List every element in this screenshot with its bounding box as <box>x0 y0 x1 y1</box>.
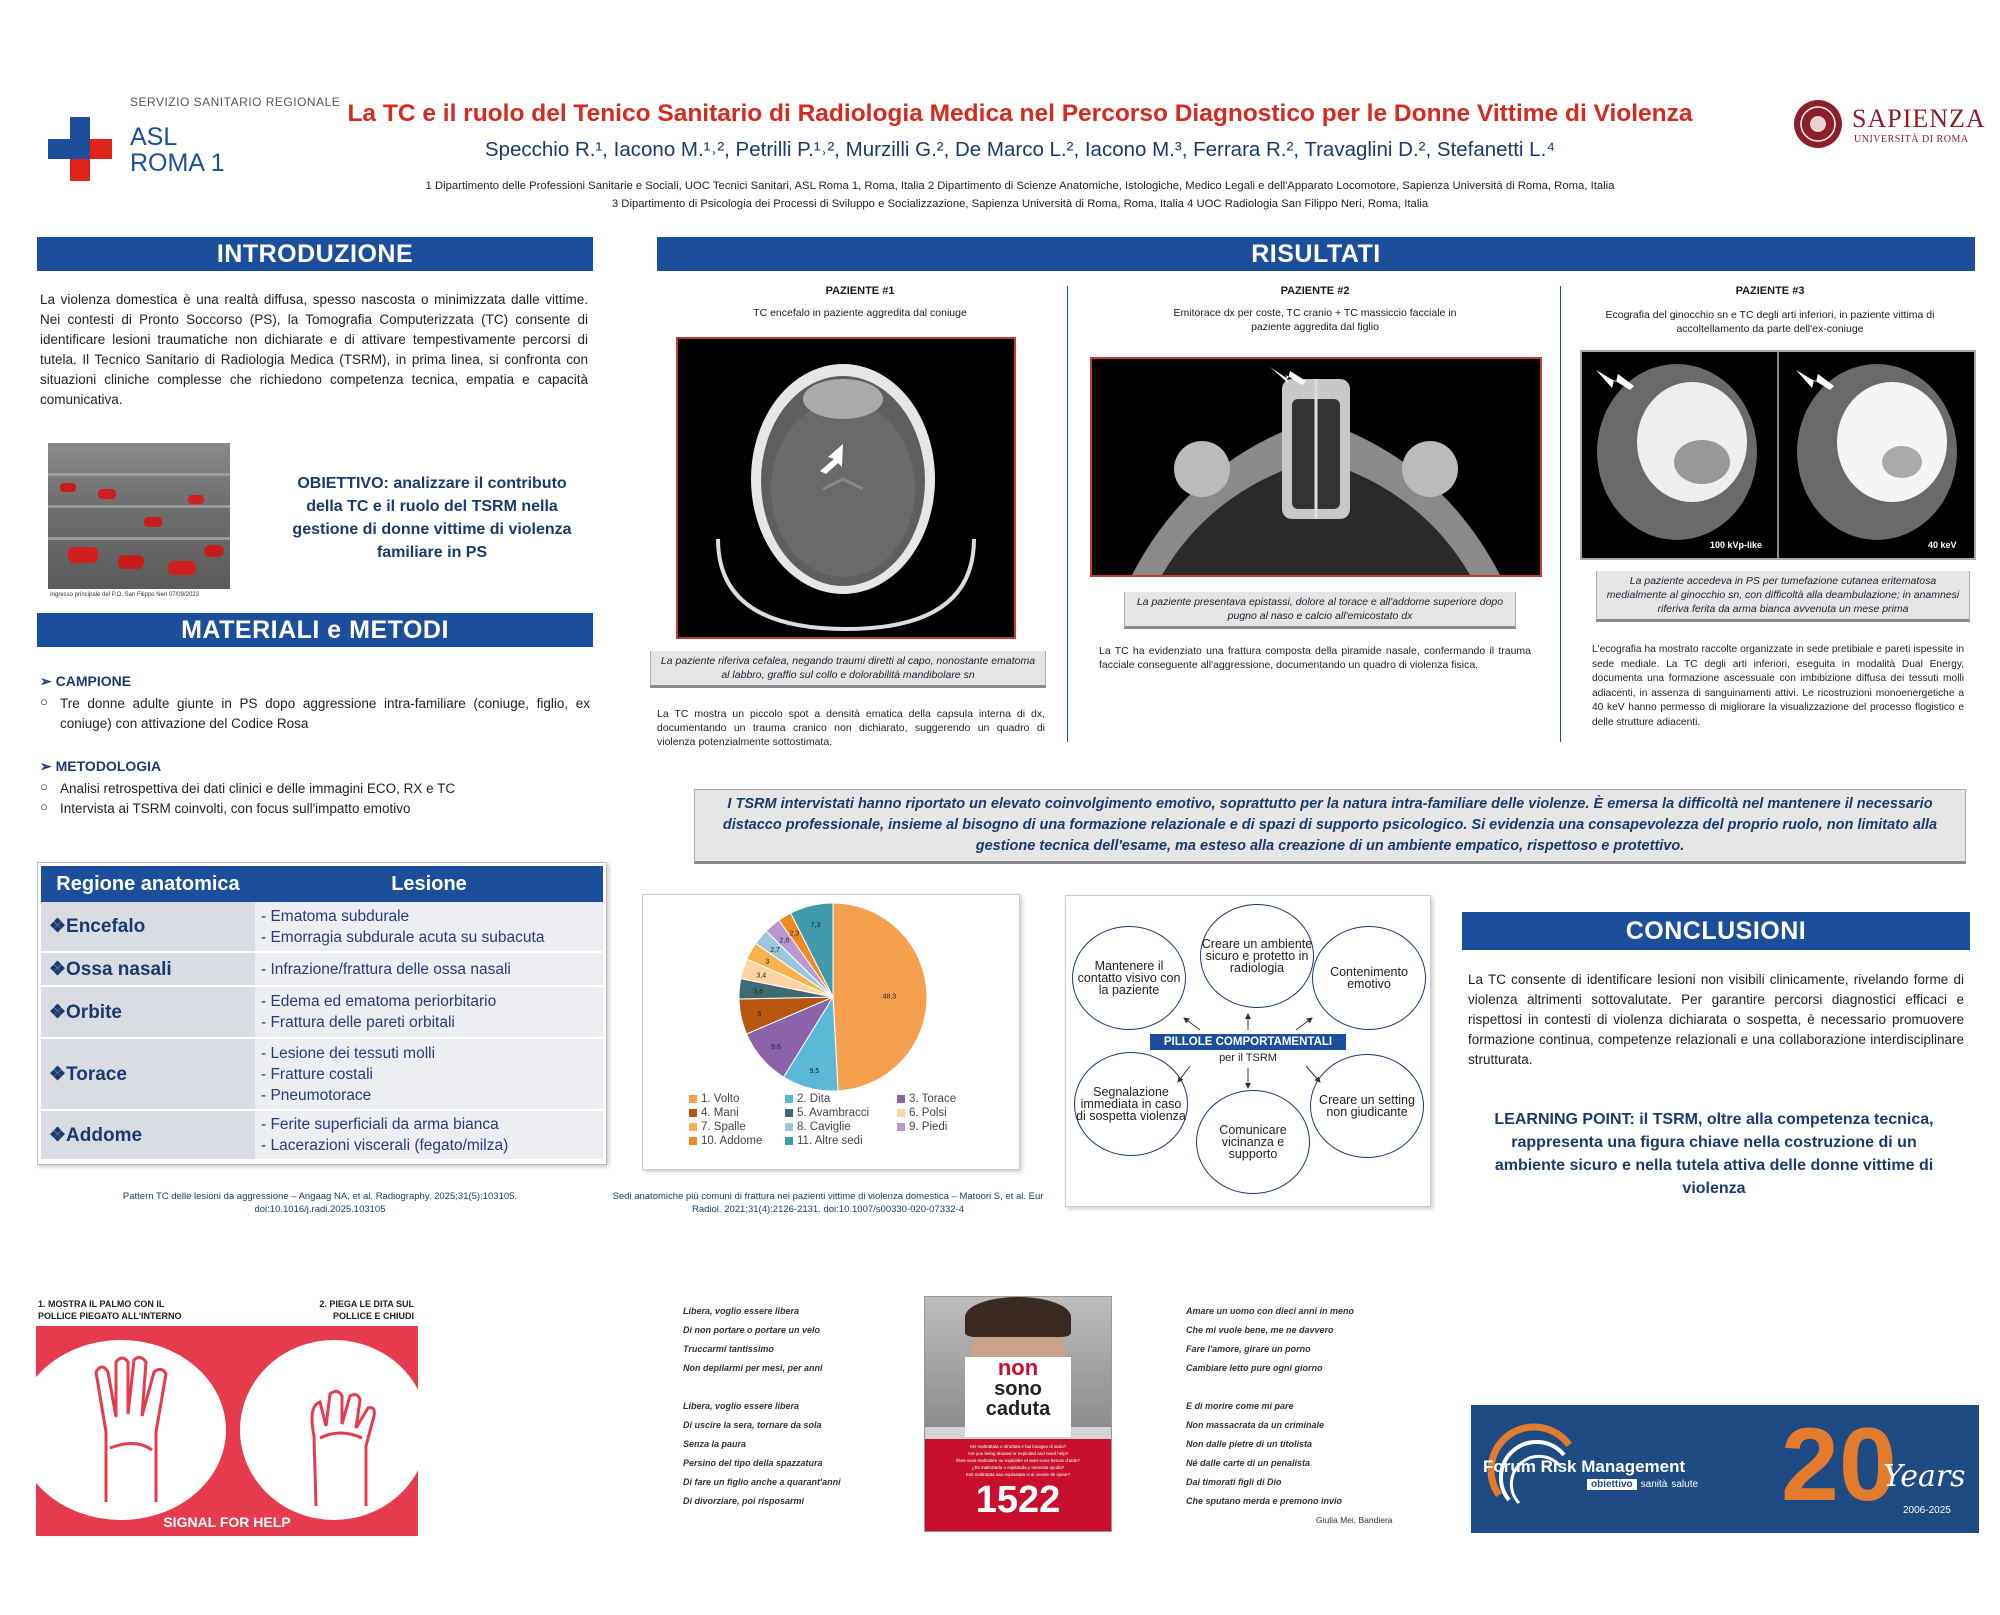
pie-data-label: 7,3 <box>810 921 821 929</box>
legend-item: 11. Altre sedi <box>785 1135 897 1147</box>
sample-title: CAMPIONE <box>55 673 132 689</box>
table-reference: Pattern TC delle lesioni da aggressione – Angaag NA, et al. Radiography. 2025;31(5):103105. doi:10.1016/j.radi.2025.103105 <box>122 1191 518 1215</box>
poem-line: Cambiare letto pure ogni giorno <box>1186 1363 1323 1373</box>
legend-item: 2. Dita <box>785 1093 897 1105</box>
poem-line: E di morire come mi pare <box>1186 1401 1294 1411</box>
frm-title: Forum Risk Management <box>1483 1457 1686 1476</box>
poem-credit: Giulia Mei, Bandiera <box>1316 1515 1393 1525</box>
region-cell: ❖Addome <box>41 1110 255 1160</box>
poem-right <box>1186 1302 1426 1511</box>
region-cell: ❖Ossa nasali <box>41 952 255 986</box>
patient1-text: La TC mostra un piccolo spot a densità ematica della capsula interna di dx, documentando un trauma cranico non dichiarato, suggerendo un quadro di violenza potenzialmente sottostimata. <box>657 708 1045 748</box>
poem-line <box>683 1378 923 1397</box>
poem-line: Di divorziare, poi risposarmi <box>683 1496 805 1506</box>
signal-for-help-panel <box>36 1326 418 1536</box>
pill-closeness-support: Comunicare vicinanza e supporto <box>1196 1090 1310 1194</box>
pill-immediate-report: Segnalazione immediata in caso di sospetta violenza <box>1074 1052 1188 1156</box>
legend-item: 1. Volto <box>689 1093 785 1105</box>
legend-item: 10. Addome <box>689 1135 785 1147</box>
frm-tagline <box>1587 1479 1698 1490</box>
signal-step1: 1. MOSTRA IL PALMO CON IL POLLICE PIEGATO ALL'INTERNO <box>38 1299 182 1321</box>
affiliations-1: 1 Dipartimento delle Professioni Sanitarie e Sociali, UOC Tecnici Sanitari, ASL Roma 1, Roma, Italia 2 Dipartimento di Scienze Anatomiche, Istologiche, Medico Legali e dell'Apparato Locomotore, Sapienza Università di Roma, Roma, Italia <box>425 180 1615 192</box>
table-header-lesion: Lesione <box>255 866 603 902</box>
poem-line: Di fare un figlio anche a quarant'anni <box>683 1477 841 1487</box>
poem-line: Persino del tipo della spazzatura <box>683 1458 823 1468</box>
open-palm-icon <box>76 1352 196 1502</box>
poem-line: Libera, voglio essere libera <box>683 1401 800 1411</box>
red-shoes-photo <box>48 443 230 589</box>
methods-heading: MATERIALI e METODI <box>37 613 593 647</box>
poster-line: Esti maltratata sau exploatata si ai nevoie de ajutor? <box>965 1472 1071 1477</box>
lesion-cell: - Ferite superficiali da arma bianca - Lacerazioni viscerali (fegato/milza) <box>255 1110 603 1160</box>
pie-chart-panel <box>642 894 1020 1170</box>
table-row <box>41 902 603 952</box>
pill-safe-environment: Creare un ambiente sicuro e protetto in radiologia <box>1200 904 1314 1008</box>
pie-data-label: 48,3 <box>882 993 897 1001</box>
sample-item: Tre donne adulte giunte in PS dopo aggressione intra-familiare (coniuge, figlio, ex coniuge) con attivazione del Codice Rosa <box>60 696 590 731</box>
hotline-number: 1522 <box>975 1479 1061 1521</box>
patient2-caption: La paziente presentava epistassi, dolore al torace e all'addome superiore dopo pugno al naso e calcio all'emicostato dx <box>1124 592 1516 629</box>
closed-fist-icon <box>286 1366 396 1506</box>
frm-sub2: sanità <box>1640 1479 1668 1490</box>
frm-sub3: salute <box>1671 1479 1699 1490</box>
poem-line: Fare l'amore, girare un porno <box>1186 1344 1311 1354</box>
table-header-region: Regione anatomica <box>41 866 255 902</box>
poster-line: Are you being abused or exploited and need help? <box>967 1451 1069 1456</box>
legend-item: 3. Torace <box>897 1093 997 1105</box>
patient3-caption: La paziente accedeva in PS per tumefazione cutanea eritematosa medialmente al ginocchio sn, con difficoltà alla deambulazione; in anamnesi riferiva ferita da arma bianca avvenuta un mese prima <box>1596 571 1970 622</box>
poem-line: Che sputano merda e premono invio <box>1186 1496 1343 1506</box>
intro-heading: INTRODUZIONE <box>37 237 593 271</box>
pie-chart <box>643 895 1019 1095</box>
poster-title: La TC e il ruolo del Tenico Sanitario di Radiologia Medica nel Percorso Diagnostico per le Donne Vittime di Violenza <box>347 100 1693 127</box>
signal-label: SIGNAL FOR HELP <box>163 1514 291 1530</box>
pie-data-label: 2,8 <box>779 937 790 945</box>
pie-slice <box>833 903 927 1091</box>
arrow-icon: ➢ <box>40 758 56 774</box>
intro-text: La violenza domestica è una realtà diffusa, spesso nascosta o minimizzata dalle vittime. Nei contesti di Pronto Soccorso (PS), la Tomografia Computerizzata (TC) consente di identificare lesioni traumatiche non dichiarate e di attivare tempestivamente percorsi di tutela. Il Tecnico Sanitario di Radiologia Medica (TSRM), in prima linea, si confronta con situazioni cliniche complesse che richiedono competenza tecnica, empatia e capacità comunicativa. <box>40 292 588 407</box>
table-row <box>41 1110 603 1160</box>
poem-line: Dai timorati figli di Dio <box>1186 1477 1282 1487</box>
sapienza-name: SAPIENZA <box>1852 104 1986 133</box>
lesion-cell: - Infrazione/frattura delle ossa nasali <box>255 952 603 986</box>
legend-item: 8. Caviglie <box>785 1121 897 1133</box>
label-100kvp: 100 kVp-like <box>1710 540 1763 550</box>
pie-data-label: 2,3 <box>789 930 800 938</box>
pill-non-judgmental-setting: Creare un setting non giudicante <box>1310 1054 1424 1158</box>
authors: Specchio R.¹, Iacono M.¹˒², Petrilli P.¹˒², Murzilli G.², De Marco L.², Iacono M.³, Ferrara R.², Travaglini D.², Stefanetti L.⁴ <box>484 138 1556 161</box>
legend-item: 6. Polsi <box>897 1107 997 1119</box>
legend-item: 9. Piedi <box>897 1121 997 1133</box>
arrow-icon: ➢ <box>40 673 56 689</box>
frm-big-number: 20 <box>1781 1407 1897 1523</box>
pill-eye-contact: Mantenere il contatto visivo con la paziente <box>1072 926 1186 1030</box>
ssr-label: SERVIZIO SANITARIO REGIONALE <box>130 95 341 109</box>
method-item: Analisi retrospettiva dei dati clinici e delle immagini ECO, RX e TC <box>60 781 456 796</box>
patient2-title: PAZIENTE #2 <box>1280 285 1350 297</box>
method-title: METODOLOGIA <box>55 758 162 774</box>
patient3-subtitle: Ecografia del ginocchio sn e TC degli arti inferiori, in paziente vittima di accoltellamento da parte dell'ex-coniuge <box>1605 309 1935 335</box>
poem-line: Che mi vuole bene, me ne davvero <box>1186 1325 1334 1335</box>
pie-data-label: 2,7 <box>770 947 780 955</box>
affiliations-2: 3 Dipartimento di Psicologia dei Processi di Sviluppo e Socializzazione, Sapienza Università di Roma, Roma, Italia 4 UOC Radiologia San Filippo Neri, Roma, Italia <box>611 198 1429 210</box>
method-item: Intervista ai TSRM coinvolti, con focus sull'impatto emotivo <box>60 801 411 816</box>
patient1-title: PAZIENTE #1 <box>825 285 895 297</box>
conclusions-heading: CONCLUSIONI <box>1462 912 1970 950</box>
pie-data-label: 3 <box>765 958 770 966</box>
pie-legend <box>689 1093 1009 1147</box>
interview-box <box>694 789 1966 864</box>
poem-line: Non dalle pietre di un titolista <box>1186 1439 1313 1449</box>
table-row <box>41 952 603 986</box>
poster-line: ¿Es maltratada o explotada y necesita ayuda? <box>971 1465 1065 1470</box>
poem-left <box>683 1302 923 1511</box>
conclusions-text: La TC consente di identificare lesioni non visibili clinicamente, rivelando forme di violenza altrimenti sottovalutate. Per garantire percorsi diagnostici efficaci e rispettosi in contesti di violenza dichiarata o sospetta, è necessario promuovere formazione continua, competenze relazionali e una collaborazione interdisciplinare strutturata. <box>1468 972 1964 1067</box>
circle-bullet-icon: ○ <box>40 799 48 814</box>
table-row <box>41 986 603 1038</box>
lesion-cell: - Lesione dei tessuti molli - Fratture costali - Pneumotorace <box>255 1038 603 1110</box>
pie-data-label: 9,5 <box>809 1067 820 1075</box>
pills-center-title: PILLOLE COMPORTAMENTALI <box>1150 1034 1346 1050</box>
poem-line: Non massacrata da un criminale <box>1186 1420 1325 1430</box>
non-sono-caduta-poster <box>924 1296 1112 1532</box>
pill-emotional-containment: Contenimento emotivo <box>1312 926 1426 1030</box>
table-row <box>41 1038 603 1110</box>
region-cell: ❖Encefalo <box>41 902 255 952</box>
frm-range: 2006-2025 <box>1903 1505 1951 1516</box>
pie-data-label: 6 <box>757 1010 762 1018</box>
sapienza-seal-icon <box>1792 98 1844 150</box>
ct-knee-image <box>1580 350 1976 560</box>
signal-step2: 2. PIEGA LE DITA SUL POLLICE E CHIUDI <box>319 1299 414 1321</box>
lesion-cell: - Ematoma subdurale - Emorragia subdurale acuta su subacuta <box>255 902 603 952</box>
poem-line: Non depilarmi per mesi, per anni <box>683 1363 823 1373</box>
legend-item: 4. Mani <box>689 1107 785 1119</box>
patient3-text: L'ecografia ha mostrato raccolte organizzate in sede pretibiale e pareti ispessite in sede mediale. La TC degli arti inferiori, eseguita in modalità Dual Energy, documenta una formazione ascessuale con imbibizione diffusa dei tessuti molli adiacenti, in assenza di sanguinamenti attivi. Le ricostruzioni monoenergetiche a 40 keV hanno permesso di migliorare la visualizzazione del processo flogistico e delle strutture adiacenti. <box>1592 644 1964 728</box>
ct-brain-image <box>676 337 1016 639</box>
legend-item: 5. Avambracci <box>785 1107 897 1119</box>
poster-line: Sei maltrattata o sfruttata e hai bisogno di aiuto? <box>969 1444 1067 1449</box>
results-heading: RISULTATI <box>657 237 1975 271</box>
poster-line: Êtes-vous maltraitée ou exploitée et avez-vous besoin d'aide? <box>956 1458 1080 1463</box>
asl-line1: ASL <box>130 123 178 151</box>
headline-card <box>965 1357 1071 1437</box>
poem-line: Libera, voglio essere libera <box>683 1306 800 1316</box>
headline-caduta: caduta <box>985 1398 1051 1420</box>
region-cell: ❖Orbite <box>41 986 255 1038</box>
headline-sono: sono <box>994 1378 1042 1400</box>
sapienza-logo <box>1792 98 1992 158</box>
pills-center-sub: per il TSRM <box>1219 1052 1277 1064</box>
patient1-subtitle: TC encefalo in paziente aggredita dal coniuge <box>753 307 967 319</box>
pie-data-label: 9,6 <box>771 1044 781 1052</box>
lesion-cell: - Edema ed ematoma periorbitario - Frattura delle pareti orbitali <box>255 986 603 1038</box>
frm-years: Years <box>1883 1459 1966 1494</box>
pie-data-label: 3,4 <box>753 988 763 996</box>
headline-non: non <box>997 1355 1039 1380</box>
label-40kev: 40 keV <box>1928 540 1957 550</box>
objective: OBIETTIVO: analizzare il contributo della TC e il ruolo del TSRM nella gestione di donne vittime di violenza familiare in PS <box>292 475 572 561</box>
frm-sub1: obiettivo <box>1587 1479 1637 1490</box>
poem-line: Truccarmi tantissimo <box>683 1344 774 1354</box>
method-section <box>40 758 590 819</box>
poem-line: Né dalle carte di un penalista <box>1186 1458 1311 1468</box>
asl-cross-icon <box>48 117 112 181</box>
ct-facial-image <box>1090 357 1542 577</box>
pie-data-label: 3,4 <box>756 972 767 980</box>
circle-bullet-icon: ○ <box>40 779 48 794</box>
interview-text: I TSRM intervistati hanno riportato un elevato coinvolgimento emotivo, soprattutto per la natura intra-familiare delle violenze. È emersa la difficoltà nel mantenere il necessario distacco professionale, insieme al bisogno di una formazione relazionale e di spazi di supporto psicologico. Si evidenzia una consapevolezza del proprio ruolo, non limitato alla gestione tecnica dell'esame, ma esteso alla creazione di un ambiente empatico, rispettoso e protettivo. <box>722 796 1938 854</box>
photo-caption: Ingresso principale del P.O. San Filippo Neri 07/09/2023 <box>50 592 199 598</box>
asl-line2: ROMA 1 <box>130 149 225 177</box>
sample-section <box>40 673 590 734</box>
learning-point: LEARNING POINT: il TSRM, oltre alla competenza tecnica, rappresenta una figura chiave nella costruzione di un ambiente sicuro e nella tutela attiva delle donne vittime di violenza <box>1494 1111 1934 1197</box>
legend-item: 7. Spalle <box>689 1121 785 1133</box>
patient1-caption: La paziente riferiva cefalea, negando traumi diretti al capo, nonostante ematoma al labbro, graffio sul collo e dolorabilità mandibolare sn <box>650 651 1046 688</box>
pie-reference: Sedi anatomiche più comuni di frattura nei pazienti vittime di violenza domestica – Matoori S, et al. Eur Radiol. 2021;31(4):2126-2131. doi:10.1007/s00330-020-07332-4 <box>612 1191 1044 1215</box>
patient3-title: PAZIENTE #3 <box>1735 285 1805 297</box>
lesion-table <box>37 862 607 1165</box>
poem-line: Senza la paura <box>683 1439 747 1449</box>
pills-diagram <box>1065 895 1431 1207</box>
sapienza-sub: UNIVERSITÀ DI ROMA <box>1854 134 1969 145</box>
poem-line <box>1186 1378 1426 1397</box>
poster-red-band <box>925 1439 1111 1531</box>
poem-line: Di non portare o portare un velo <box>683 1325 821 1335</box>
circle-bullet-icon: ○ <box>40 694 48 709</box>
patient2-subtitle: Emitorace dx per coste, TC cranio + TC massiccio facciale in paziente aggredita dal figlio <box>1173 307 1457 333</box>
asl-logo <box>48 95 341 185</box>
patient2-text: La TC ha evidenziato una frattura composta della piramide nasale, confermando il trauma facciale conseguente all'aggressione, documentando un quadro di violenza fisica. <box>1099 645 1531 671</box>
poem-line: Di uscire la sera, tornare da sola <box>683 1420 822 1430</box>
region-cell: ❖Torace <box>41 1038 255 1110</box>
frm-banner <box>1471 1405 1979 1533</box>
poem-line: Amare un uomo con dieci anni in meno <box>1186 1306 1355 1316</box>
